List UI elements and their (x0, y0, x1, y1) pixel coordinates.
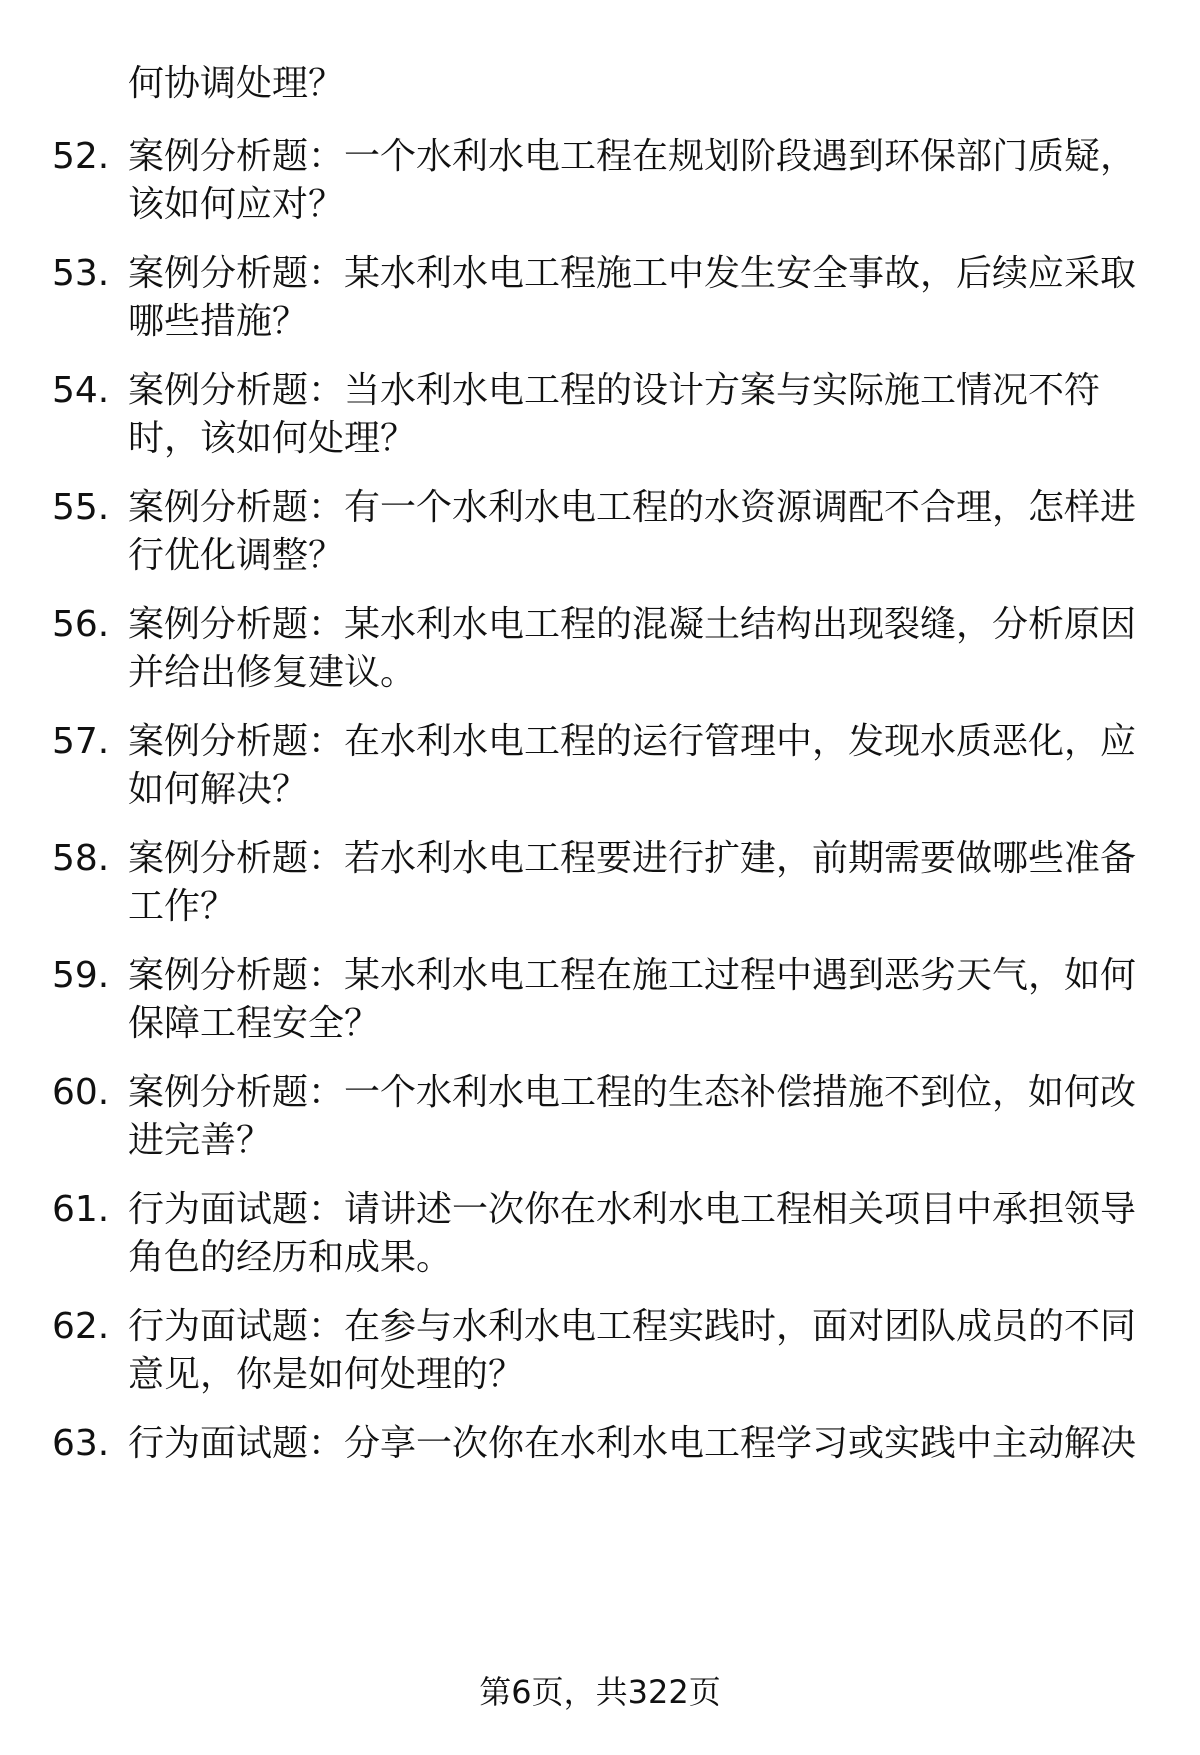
continuation-text: 何协调处理？ (128, 63, 345, 104)
question-number: 53. (52, 253, 110, 294)
question-number: 57. (52, 721, 110, 762)
question-text: 案例分析题：当水利水电工程的设计方案与实际施工情况不符时，该如何处理？ (128, 370, 1101, 459)
question-number: 61. (52, 1189, 110, 1230)
question-text: 案例分析题：一个水利水电工程的生态补偿措施不到位，如何改进完善？ (128, 1072, 1137, 1161)
question-text: 案例分析题：有一个水利水电工程的水资源调配不合理，怎样进行优化调整？ (128, 487, 1137, 576)
question-text: 行为面试题：分享一次你在水利水电工程学习或实践中主动解决 (128, 1423, 1137, 1464)
page-footer: 第6页，共322页 (479, 1673, 721, 1711)
question-text: 案例分析题：某水利水电工程在施工过程中遇到恶劣天气，如何保障工程安全？ (128, 955, 1137, 1044)
question-text: 案例分析题：一个水利水电工程在规划阶段遇到环保部门质疑，该如何应对？ (128, 136, 1137, 225)
question-text: 行为面试题：请讲述一次你在水利水电工程相关项目中承担领导角色的经历和成果。 (128, 1189, 1137, 1278)
question-number: 54. (52, 370, 110, 411)
question-number: 55. (52, 487, 110, 528)
question-text: 案例分析题：某水利水电工程施工中发生安全事故，后续应采取哪些措施？ (128, 253, 1137, 342)
question-text: 案例分析题：某水利水电工程的混凝土结构出现裂缝，分析原因并给出修复建议。 (128, 604, 1137, 693)
question-number: 52. (52, 136, 110, 177)
question-number: 58. (52, 838, 110, 879)
question-text: 行为面试题：在参与水利水电工程实践时，面对团队成员的不同意见，你是如何处理的？ (128, 1306, 1137, 1395)
question-number: 62. (52, 1306, 110, 1347)
question-number: 56. (52, 604, 110, 645)
question-text: 案例分析题：在水利水电工程的运行管理中，发现水质恶化，应如何解决？ (128, 721, 1137, 810)
question-number: 59. (52, 955, 110, 996)
question-text: 案例分析题：若水利水电工程要进行扩建，前期需要做哪些准备工作？ (128, 838, 1137, 927)
question-number: 60. (52, 1072, 110, 1113)
question-number: 63. (52, 1423, 110, 1464)
